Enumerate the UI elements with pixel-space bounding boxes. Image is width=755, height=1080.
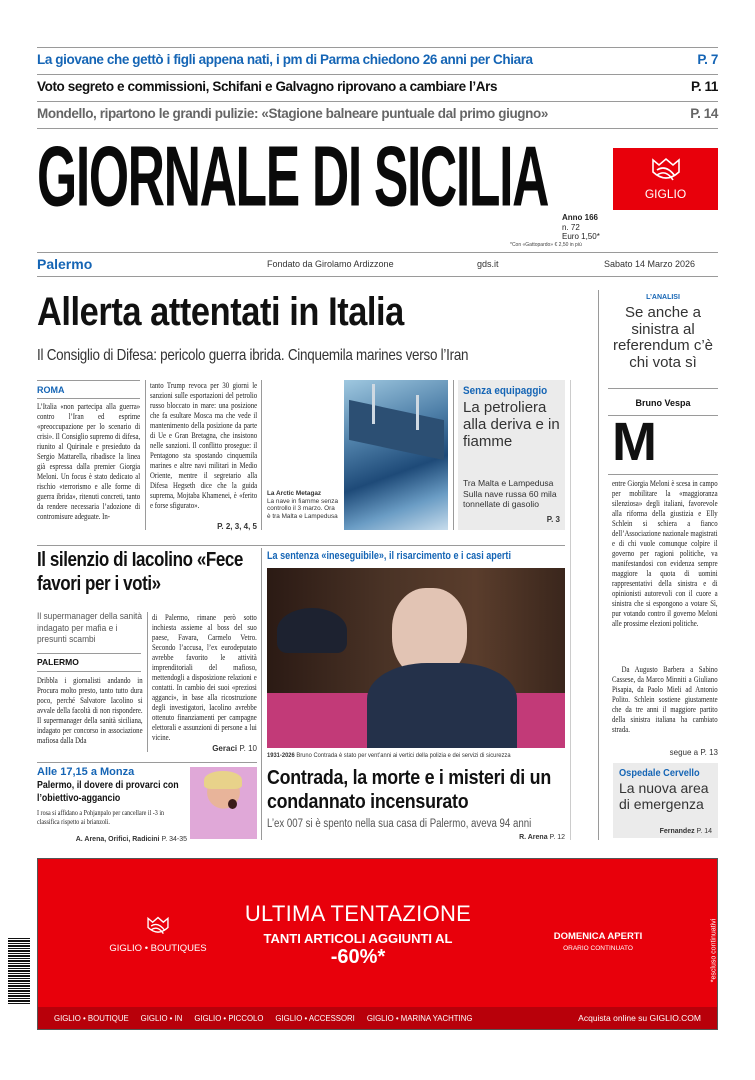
analysis-body-p2: Da Augusto Barbera a Sabino Cassese, da Marco Minniti a Giuliano Pisapia, da Paolo Mieli ad Antonio Polito. Schlein sostiene giustamente che da tre anni il maggiore partito della sinistra italiana ha cambiato strada. — [612, 664, 718, 734]
giglio-logo-text: GIGLIO — [644, 187, 687, 201]
ad-hours: ORARIO CONTINUATO — [563, 945, 633, 952]
contrada-photo[interactable] — [267, 568, 565, 748]
contrada-kicker: La sentenza «ineseguibile», il risarcimento e i casi aperti — [267, 550, 511, 562]
contrada-page: P. 12 — [549, 834, 565, 841]
giglio-flower-icon — [649, 156, 683, 184]
caption-text: La nave in fiamme senza controllo il 3 marzo. Ora è tra Malta e Lampedusa — [267, 497, 339, 520]
website-link[interactable]: gds.it — [477, 259, 499, 269]
sport-page: P. 34-35 — [161, 836, 187, 843]
analysis-column — [608, 294, 718, 371]
teaser-text: Voto segreto e commissioni, Schifani e Galvagno riprovano a cambiare l’Ars — [37, 79, 498, 94]
contrada-caption: Bruno Contrada è stato per vent’anni ai vertici della polizia e dei servizi di sicurezza — [296, 752, 511, 759]
price-note: *Con «Gattopardo» € 2,50 in più — [510, 242, 582, 248]
tanker-text: Tra Malta e Lampedusa Sulla nave russa 60 mila tonnellate di gasolio — [463, 478, 557, 509]
issue-info — [562, 213, 600, 242]
ad-sunday: DOMENICA APERTI — [553, 931, 643, 942]
ad-store: GIGLIO • ACCESSORI — [275, 1013, 355, 1023]
edition-city: Palermo — [37, 256, 93, 272]
ad-store: GIGLIO • BOUTIQUE — [54, 1013, 129, 1023]
player-photo[interactable] — [190, 767, 257, 839]
ad-online-link[interactable]: Acquista online su GIGLIO.COM — [578, 1013, 701, 1023]
analysis-body-p1: entre Giorgia Meloni è scesa in campo per mobilitare la «maggioranza silenziosa» degli italiani, favorevole alla riforma della giustizia e Elly Schlein si schiera a fianco dell’Associazione nazionale magistrati e di chi vuole comunque colpire il governo per ragioni politiche, va manifestandosi con evidenza sempre maggiore la quota di uomini rappresentativi della sinistra e di opinionisti autorevoli con il cuore a sinistra che si espongono a votare Sì, pur votando contro il governo Meloni alle prossime elezioni politiche. — [612, 478, 718, 628]
lead-kicker: ROMA — [37, 385, 65, 395]
sport-kicker: Alle 17,15 a Monza — [37, 766, 135, 778]
analysis-author: Bruno Vespa — [635, 398, 691, 408]
sport-headline: Palermo, il dovere di provarci con l’obiettivo-aggancio — [37, 779, 179, 804]
photo-caption — [267, 490, 339, 520]
teaser-page: P. 11 — [690, 79, 718, 94]
lead-body-col1: L’Italia «non partecipa alla guerra» contro l’Iran ed esprime «preoccupazione per lo scenario di crisi». Il Consiglio supremo di difesa, riunito al Quirinale e presieduto da Sergio Mattarella, ribadisce la linea già espressa dalla premier Giorgia Meloni. Un focus è stato dedicato al rischio «terrorismo e alle forme di guerra ibrida», ritenuti concreti, tanto da rendere necessaria l’adozione di contromisure adeguate. In- — [37, 401, 141, 521]
contrada-headline[interactable]: Contrada, la morte e i misteri di un condannato incensurato — [267, 766, 551, 813]
issue-year: Anno 166 — [562, 213, 599, 222]
iacolino-subhead: Il supermanager della sanità indagato per mafia e i presunti scambi — [37, 611, 143, 645]
ad-note: *escluso continuativi — [710, 918, 718, 983]
tanker-box[interactable] — [458, 380, 565, 530]
cervello-page: P. 14 — [696, 828, 712, 835]
ad-discount: -60%* — [330, 946, 386, 968]
contrada-author: R. Arena — [519, 834, 548, 841]
iacolino-headline[interactable]: Il silenzio di Iacolino «Fece favori per i voti» — [37, 549, 243, 595]
cervello-author: Fernandez — [659, 828, 695, 835]
sport-story[interactable] — [37, 766, 187, 805]
tanker-photo[interactable] — [344, 380, 448, 530]
tanker-kicker: Senza equipaggio — [463, 385, 548, 397]
analysis-dropcap: M — [612, 412, 657, 472]
lead-subhead: Il Consiglio di Difesa: pericolo guerra ibrida. Cinquemila marines verso l’Iran — [37, 347, 469, 364]
ad-store: GIGLIO • IN — [140, 1013, 183, 1023]
analysis-kicker: L’ANALISI — [646, 294, 680, 301]
ad-store-bar — [38, 1007, 717, 1029]
issue-number: n. 72 — [562, 222, 580, 232]
sport-text: I rosa si affidano a Pohjanpalo per cancellare il -3 in classifica rispetto ai brianzoli. — [37, 808, 165, 826]
cervello-kicker: Ospedale Cervello — [619, 767, 700, 779]
analysis-continue[interactable]: segue a P. 13 — [669, 748, 718, 757]
iacolino-body-col1: Dribbla i giornalisti andando in Procura molto presto, tanto tutto dura poco, perché Salvatore Iacolino si avvale della facoltà di non rispondere. Il supermanager della sanità siciliana, indagato per concorso in associazione mafiosa dalla Dda — [37, 675, 143, 745]
analysis-title[interactable]: Se anche a sinistra al referendum c’è chi vota sì — [612, 304, 714, 371]
ad-title: ULTIMA TENTAZIONE — [244, 901, 472, 926]
giglio-logo[interactable] — [613, 148, 718, 210]
ad-store: GIGLIO • PICCOLO — [194, 1013, 264, 1023]
cervello-box[interactable] — [613, 763, 718, 838]
barcode — [8, 938, 30, 1004]
caption-years: 1931-2026 — [267, 752, 295, 759]
founder-line: Fondato da Girolamo Ardizzone — [267, 259, 394, 269]
iacolino-body-col2: di Palermo, rimane però sotto inchiesta assieme al boss del suo paese, Favara, Carmelo Vetro. Secondo l’accusa, l’ex eurodeputato avrebbe favorito le attività imprenditoriali del mafioso, mettendogli a disposizione relazioni e contatti. In cambio dei suoi «preziosi agganci», in base alla ricostruzione degli investigatori, Iacolino avrebbe ottenuto finanziamenti per campagne elettorali e assunzioni di persone a lui vicine. — [152, 612, 257, 742]
tanker-page: P. 3 — [546, 515, 560, 524]
cervello-title: La nuova area di emergenza — [619, 780, 709, 812]
teaser-page: P. 7 — [697, 52, 718, 67]
iacolino-author: Geraci — [212, 744, 238, 753]
caption-title: La Arctic Metagaz — [267, 490, 322, 497]
issue-date: Sabato 14 Marzo 2026 — [604, 259, 696, 269]
giglio-ad[interactable] — [37, 858, 718, 1030]
iacolino-page: P. 10 — [239, 744, 257, 753]
lead-headline[interactable]: Allerta attentati in Italia — [37, 290, 404, 334]
lead-pages: P. 2, 3, 4, 5 — [217, 522, 257, 531]
sport-authors: A. Arena, Orifici, Radicini — [75, 836, 160, 843]
masthead-title: GIORNALE DI SICILIA — [37, 129, 549, 225]
tanker-title: La petroliera alla deriva e in fiamme — [463, 399, 560, 450]
issue-price: Euro 1,50* — [562, 232, 600, 241]
teaser-text: Mondello, ripartono le grandi pulizie: «Stagione balneare puntuale dal primo giugno» — [37, 106, 548, 121]
ad-brand: GIGLIO • BOUTIQUES — [109, 943, 207, 954]
ad-line2: TANTI ARTICOLI AGGIUNTI AL — [263, 931, 453, 946]
giglio-flower-icon — [145, 914, 171, 938]
iacolino-kicker: PALERMO — [37, 657, 79, 667]
teaser-3[interactable] — [37, 106, 718, 121]
teaser-2[interactable] — [37, 79, 718, 94]
contrada-subhead: L’ex 007 si è spento nella sua casa di Palermo, aveva 94 anni — [267, 818, 532, 830]
teaser-page: P. 14 — [690, 106, 718, 121]
lead-body-col2: tanto Trump revoca per 30 giorni le sanzioni sulle esportazioni del petrolio russo bloccato in mare: una posizione che fa esultare Mosca ma che vede il mantenimento della posizione da parte di Ue e Gran Bretagna, che insistono nelle sanzioni. Il conflitto prosegue: il Pentagono sta spostando cinquemila marines e altre navi militari in Medio Oriente, mentre il segretario alla Difesa Hegseth dice che la guida suprema, Mojtaba Khamenei, è «ferito e forse sfigurato». — [150, 380, 258, 510]
teaser-text: La giovane che gettò i figli appena nati, i pm di Parma chiedono 26 anni per Chiara — [37, 52, 533, 67]
teaser-1[interactable] — [37, 52, 718, 67]
ad-store: GIGLIO • MARINA YACHTING — [366, 1013, 473, 1023]
